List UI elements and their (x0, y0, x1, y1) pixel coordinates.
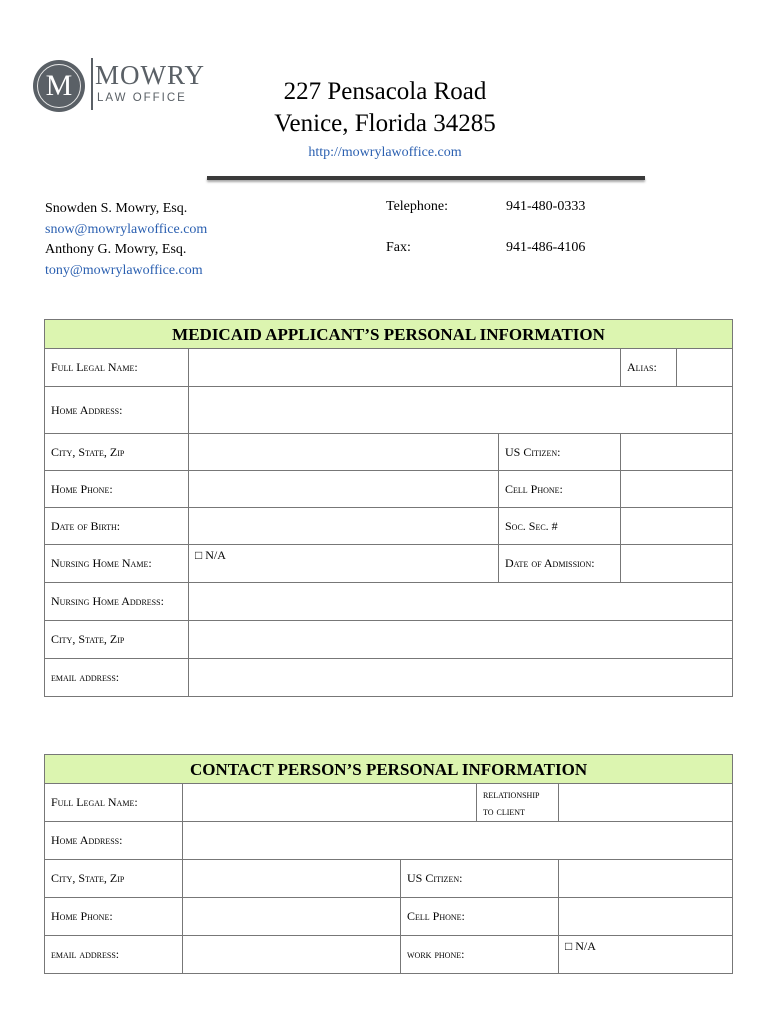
home-phone-label: Home Phone: (45, 471, 189, 508)
date-admission-label: Date of Admission: (499, 545, 621, 583)
cell-phone-field[interactable] (621, 471, 733, 508)
contact-section-title: CONTACT PERSON’S PERSONAL INFORMATION (45, 755, 733, 784)
home-address-field[interactable] (189, 387, 733, 434)
contact-email-field[interactable] (183, 936, 401, 974)
attorney-name-2: Anthony G. Mowry, Esq. (45, 242, 187, 257)
cell-phone-label: Cell Phone: (499, 471, 621, 508)
contact-us-citizen-label: US Citizen: (401, 860, 559, 898)
logo-divider (91, 58, 93, 110)
home-address-label: Home Address: (45, 387, 189, 434)
contact-person-table (44, 754, 733, 974)
nursing-home-address-field[interactable] (189, 583, 733, 621)
email-label: email address: (45, 659, 189, 697)
ssn-label: Soc. Sec. # (499, 508, 621, 545)
fax-label: Fax: (386, 240, 411, 255)
dob-label: Date of Birth: (45, 508, 189, 545)
contact-home-address-label: Home Address: (45, 822, 183, 860)
telephone-label: Telephone: (386, 199, 448, 214)
nursing-home-name-label: Nursing Home Name: (45, 545, 189, 583)
work-phone-label: work phone: (401, 936, 559, 974)
address-line-1: 227 Pensacola Road (283, 78, 487, 105)
nursing-city-state-zip-label: City, State, Zip (45, 621, 189, 659)
dob-field[interactable] (189, 508, 499, 545)
contact-home-phone-label: Home Phone: (45, 898, 183, 936)
logo-monogram-circle (33, 60, 85, 112)
logo-subtitle: LAW OFFICE (97, 92, 187, 104)
city-state-zip-label: City, State, Zip (45, 434, 189, 471)
contact-home-address-field[interactable] (183, 822, 733, 860)
nursing-home-na-checkbox[interactable]: □ N/A (189, 545, 499, 583)
alias-field[interactable] (677, 349, 733, 387)
contact-cell-phone-field[interactable] (559, 898, 733, 936)
contact-full-name-label: Full Legal Name: (45, 784, 183, 822)
applicant-info-table (44, 319, 733, 697)
attorney-email-1[interactable]: snow@mowrylawoffice.com (45, 221, 208, 237)
applicant-section-title: MEDICAID APPLICANT’S PERSONAL INFORMATION (45, 320, 733, 349)
ssn-field[interactable] (621, 508, 733, 545)
fax-number: 941-486-4106 (506, 240, 586, 255)
address-line-2: Venice, Florida 34285 (274, 110, 496, 137)
email-field[interactable] (189, 659, 733, 697)
contact-home-phone-field[interactable] (183, 898, 401, 936)
us-citizen-label: US Citizen: (499, 434, 621, 471)
contact-email-label: email address: (45, 936, 183, 974)
attorney-name-1: Snowden S. Mowry, Esq. (45, 201, 188, 216)
contact-full-name-field[interactable] (183, 784, 477, 822)
relationship-field[interactable] (559, 784, 733, 822)
home-phone-field[interactable] (189, 471, 499, 508)
us-citizen-field[interactable] (621, 434, 733, 471)
nursing-city-state-zip-field[interactable] (189, 621, 733, 659)
alias-label: Alias: (621, 349, 677, 387)
full-name-field[interactable] (189, 349, 621, 387)
city-state-zip-field[interactable] (189, 434, 499, 471)
logo-initial: M (45, 69, 73, 102)
full-name-label: Full Legal Name: (45, 349, 189, 387)
attorney-email-2[interactable]: tony@mowrylawoffice.com (45, 262, 203, 278)
relationship-label: relationship to client (477, 784, 559, 822)
website-link[interactable]: http://mowrylawoffice.com (308, 145, 462, 160)
header-divider (207, 176, 645, 180)
law-office-logo (33, 58, 233, 116)
work-phone-na-checkbox[interactable]: □ N/A (559, 936, 733, 974)
logo-name: MOWRY (95, 60, 206, 90)
contact-cell-phone-label: Cell Phone: (401, 898, 559, 936)
contact-city-state-zip-field[interactable] (183, 860, 401, 898)
nursing-home-address-label: Nursing Home Address: (45, 583, 189, 621)
attorney-contacts (45, 199, 207, 281)
contact-us-citizen-field[interactable] (559, 860, 733, 898)
office-address (250, 76, 520, 166)
date-admission-field[interactable] (621, 545, 733, 583)
telephone-number: 941-480-0333 (506, 199, 586, 214)
contact-city-state-zip-label: City, State, Zip (45, 860, 183, 898)
